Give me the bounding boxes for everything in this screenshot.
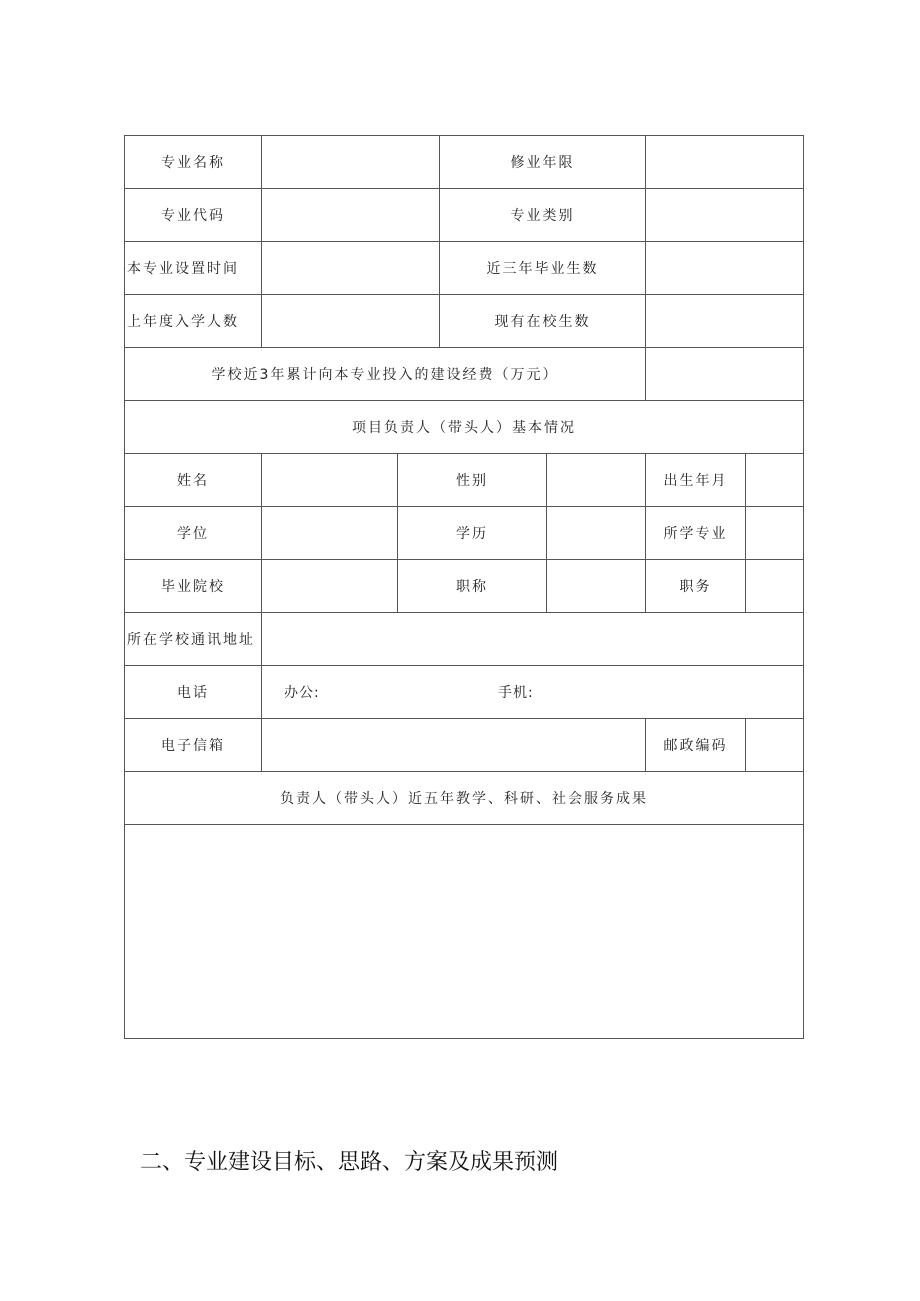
field-specialty[interactable] — [746, 507, 804, 560]
field-major-category[interactable] — [646, 189, 804, 242]
field-degree[interactable] — [262, 507, 398, 560]
label-birth: 出生年月 — [646, 454, 746, 507]
label-last-year-enrollment: 上年度入学人数 — [125, 295, 262, 348]
table-row — [125, 825, 804, 1039]
field-phone[interactable] — [262, 666, 804, 719]
label-title: 职称 — [398, 560, 547, 613]
field-setup-time[interactable] — [262, 242, 440, 295]
field-email[interactable] — [262, 719, 646, 772]
field-gender[interactable] — [547, 454, 646, 507]
label-gender: 性别 — [398, 454, 547, 507]
label-graduates-3y: 近三年毕业生数 — [440, 242, 646, 295]
field-position[interactable] — [746, 560, 804, 613]
table-row — [125, 560, 804, 613]
label-degree: 学位 — [125, 507, 262, 560]
table-row — [125, 454, 804, 507]
label-current-students: 现有在校生数 — [440, 295, 646, 348]
table-row — [125, 189, 804, 242]
field-education[interactable] — [547, 507, 646, 560]
section-heading: 二、专业建设目标、思路、方案及成果预测 — [140, 1150, 559, 1175]
application-form-table — [124, 135, 804, 1039]
field-graduate-school[interactable] — [262, 560, 398, 613]
table-row — [125, 719, 804, 772]
field-achievements[interactable] — [125, 825, 804, 1039]
label-address: 所在学校通讯地址 — [125, 613, 262, 666]
table-row — [125, 295, 804, 348]
field-funding-3y[interactable] — [646, 348, 804, 401]
table-row — [125, 136, 804, 189]
label-major-code: 专业代码 — [125, 189, 262, 242]
field-postcode[interactable] — [746, 719, 804, 772]
label-email: 电子信箱 — [125, 719, 262, 772]
field-last-year-enrollment[interactable] — [262, 295, 440, 348]
field-major-name[interactable] — [262, 136, 440, 189]
table-row — [125, 772, 804, 825]
table-row — [125, 507, 804, 560]
label-mobile: 手机: — [498, 685, 534, 701]
table-row — [125, 613, 804, 666]
label-specialty: 所学专业 — [646, 507, 746, 560]
field-name[interactable] — [262, 454, 398, 507]
field-major-code[interactable] — [262, 189, 440, 242]
label-position: 职务 — [646, 560, 746, 613]
field-current-students[interactable] — [646, 295, 804, 348]
field-graduates-3y[interactable] — [646, 242, 804, 295]
field-birth[interactable] — [746, 454, 804, 507]
leader-section-title: 项目负责人（带头人）基本情况 — [125, 401, 804, 454]
achievements-title: 负责人（带头人）近五年教学、科研、社会服务成果 — [125, 772, 804, 825]
label-postcode: 邮政编码 — [646, 719, 746, 772]
table-row — [125, 242, 804, 295]
label-major-name: 专业名称 — [125, 136, 262, 189]
label-office: 办公: — [284, 685, 320, 701]
label-name: 姓名 — [125, 454, 262, 507]
table-row — [125, 348, 804, 401]
label-major-category: 专业类别 — [440, 189, 646, 242]
table-row — [125, 401, 804, 454]
field-address[interactable] — [262, 613, 804, 666]
field-title[interactable] — [547, 560, 646, 613]
label-setup-time: 本专业设置时间 — [125, 242, 262, 295]
label-education: 学历 — [398, 507, 547, 560]
field-study-years[interactable] — [646, 136, 804, 189]
label-graduate-school: 毕业院校 — [125, 560, 262, 613]
label-study-years: 修业年限 — [440, 136, 646, 189]
table-row — [125, 666, 804, 719]
label-funding-3y: 学校近3年累计向本专业投入的建设经费（万元） — [125, 348, 646, 401]
label-phone: 电话 — [125, 666, 262, 719]
